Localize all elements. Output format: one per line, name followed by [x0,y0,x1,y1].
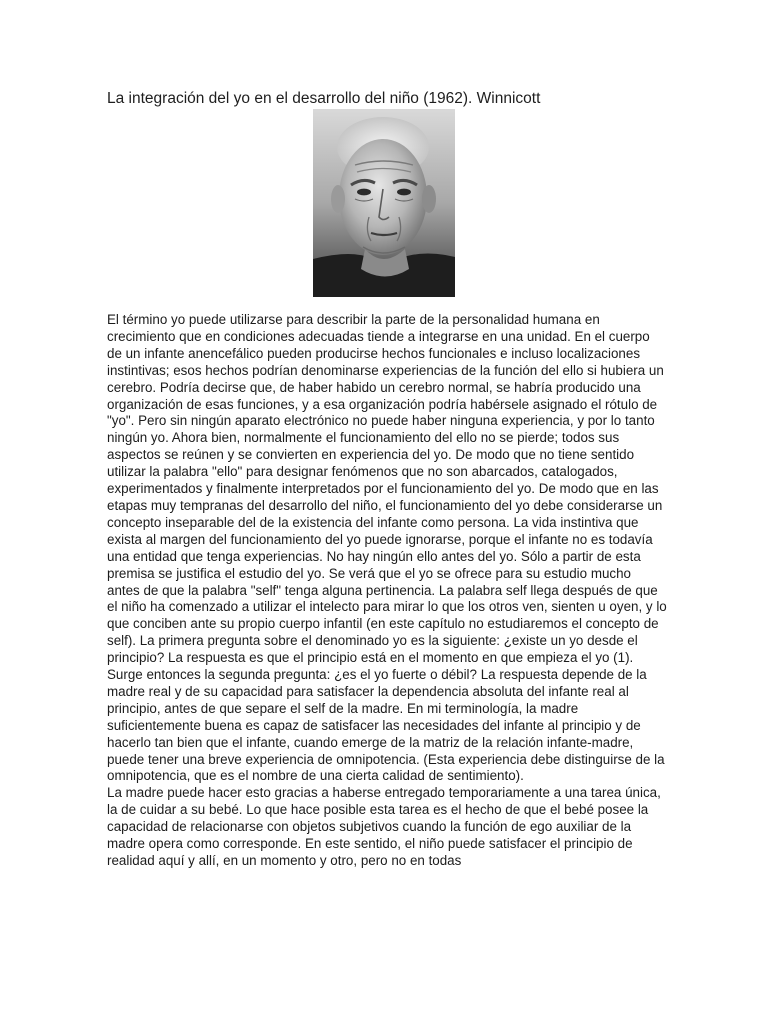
body-paragraph: La madre puede hacer esto gracias a haberse entregado temporariamente a una tarea única, la de cuidar a su bebé. Lo que hace posible esta tarea es el hecho de que el bebé posee la capacidad de relacionarse con objetos subjetivos cuando la función de ego auxiliar de la madre opera como corresponde. En este sentido, el niño puede satisfacer el principio de realidad aquí y allí, en un momento y otro, pero no en todas [107,785,661,868]
author-portrait-photo [313,109,455,297]
body-paragraph: El término yo puede utilizarse para describir la parte de la personalidad humana en crecimiento que en condiciones adecuadas tiende a integrarse en una unidad. En el cuerpo de un infante anencefálico pueden producirse hechos funcionales e incluso localizaciones instintivas; esos hechos podrían denominarse experiencias de la función del ello si hubiera un cerebro. Podría decirse que, de haber habido un cerebro normal, se habría producido una organización de esas funciones, y a esa organización podría habérsele asignado el rótulo de "yo". Pero sin ningún aparato electrónico no puede haber ninguna experiencia, y por lo tanto ningún yo. Ahora bien, normalmente el funcionamiento del ello no se pierde; todos sus aspectos se reúnen y se convierten en experiencia del yo. De modo que no tiene sentido utilizar la palabra "ello" para designar fenómenos que no son abarcados, catalogados, experimentados y finalmente interpretados por el funcionamiento del yo. De modo que en las etapas muy tempranas del desarrollo del niño, el funcionamiento del yo debe considerarse un concepto inseparable del de la existencia del infante como persona. La vida instintiva que exista al margen del funcionamiento del yo puede ignorarse, porque el infante no es todavía una entidad que tenga experiencias. No hay ningún ello antes del yo. Sólo a partir de esta premisa se justifica el estudio del yo. Se verá que el yo se ofrece para su estudio mucho antes de que la palabra "self" tenga alguna pertinencia. La palabra self llega después de que el niño ha comenzado a utilizar el intelecto para mirar lo que los otros ven, sienten u oyen, y lo que conciben ante su propio cuerpo infantil (en este capítulo no estudiaremos el concepto de self). La primera pregunta sobre el denominado yo es la siguiente: ¿existe un yo desde el principio? La respuesta es que el principio está en el momento en que empieza el yo (1). Surge entonces la segunda pregunta: ¿es el yo fuerte o débil? La respuesta depende de la madre real y de su capacidad para satisfacer la dependencia absoluta del infante real al principio, antes de que separe el self de la madre. En mi terminología, la madre suficientemente buena es capaz de satisfacer las necesidades del infante al principio y de hacerlo tan bien que el infante, cuando emerge de la matriz de la relación infante-madre, puede tener una breve experiencia de omnipotencia. (Esta experiencia debe distinguirse de la omnipotencia, que es el nombre de una cierta calidad de sentimiento). [107,312,667,784]
document-body [107,312,667,870]
document-title: La integración del yo en el desarrollo del niño (1962). Winnicott [107,90,541,107]
